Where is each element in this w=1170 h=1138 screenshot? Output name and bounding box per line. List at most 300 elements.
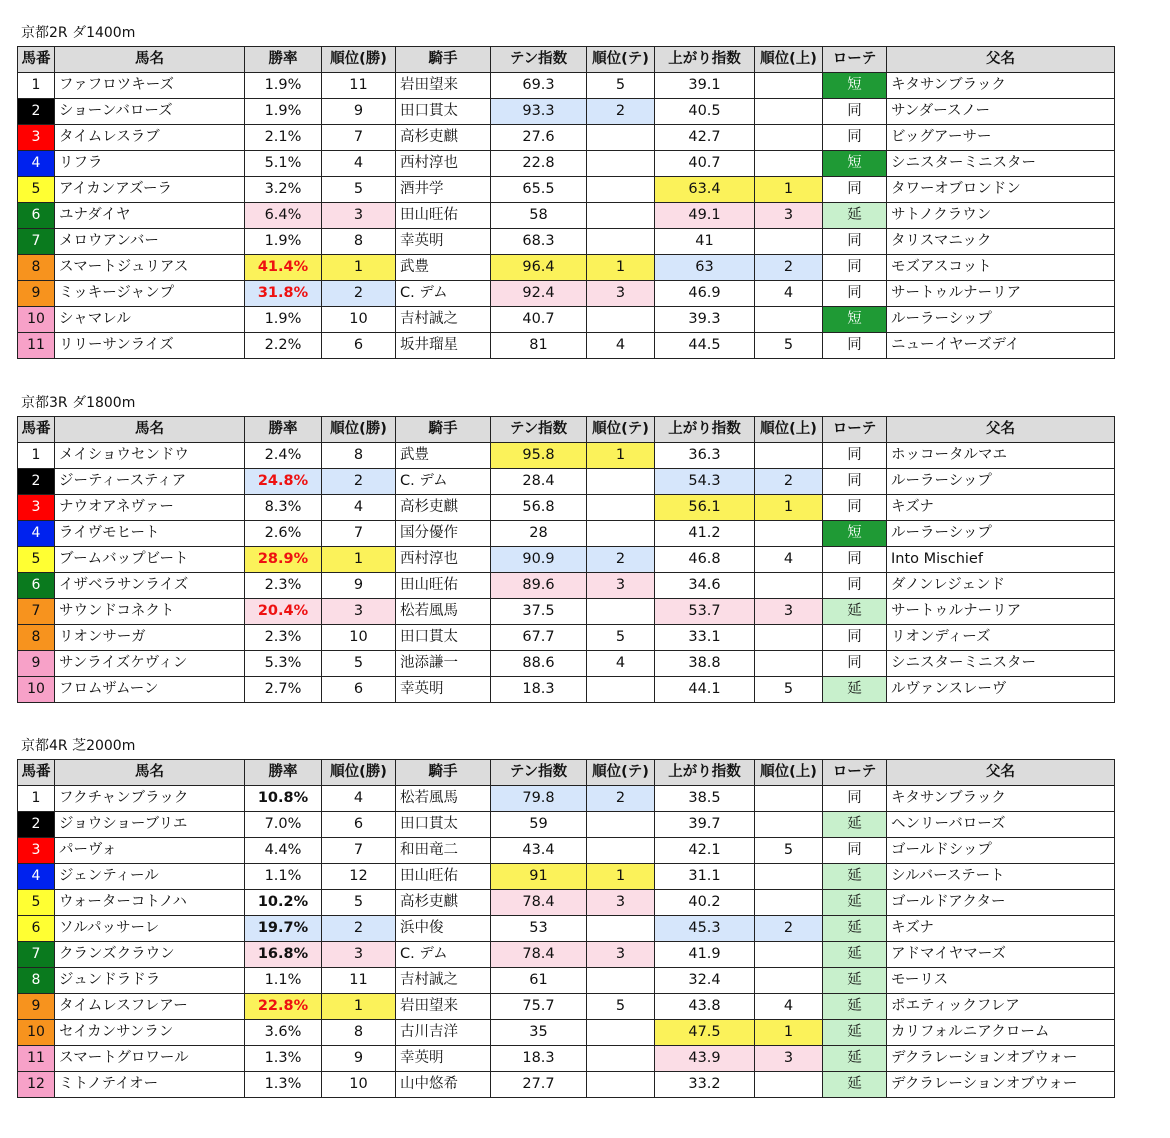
agari-rank-cell: 1 [755, 1020, 823, 1046]
ten-rank-cell: 2 [587, 547, 655, 573]
column-header: 順位(上) [755, 417, 823, 443]
win-rank-cell: 11 [322, 968, 396, 994]
sire-name-cell: デクラレーションオブウォー [887, 1072, 1115, 1098]
win-rank-cell: 2 [322, 469, 396, 495]
agari-index-cell: 40.2 [655, 890, 755, 916]
agari-rank-cell [755, 812, 823, 838]
ten-rank-cell [587, 203, 655, 229]
agari-index-cell: 46.9 [655, 281, 755, 307]
sire-name-cell: シニスターミニスター [887, 151, 1115, 177]
column-header: 上がり指数 [655, 47, 755, 73]
table-row [18, 573, 1115, 599]
race-table [17, 759, 1115, 1098]
sire-name-cell: ポエティックフレア [887, 994, 1115, 1020]
ten-rank-cell [587, 812, 655, 838]
race-title: 京都3R ダ1800m [21, 395, 136, 411]
ten-rank-cell: 5 [587, 625, 655, 651]
ten-index-cell: 92.4 [491, 281, 587, 307]
column-header: 順位(テ) [587, 417, 655, 443]
agari-rank-cell: 1 [755, 495, 823, 521]
win-rate-cell: 2.4% [245, 443, 322, 469]
jockey-cell: 山中悠希 [396, 1072, 491, 1098]
horse-name-cell: セイカンサンラン [55, 1020, 245, 1046]
ten-index-cell: 93.3 [491, 99, 587, 125]
win-rank-cell: 3 [322, 942, 396, 968]
table-row [18, 942, 1115, 968]
horse-name-cell: サウンドコネクト [55, 599, 245, 625]
jockey-cell: 和田竜二 [396, 838, 491, 864]
horse-name-cell: スマートジュリアス [55, 255, 245, 281]
agari-rank-cell: 2 [755, 469, 823, 495]
sire-name-cell: ゴールドアクター [887, 890, 1115, 916]
horse-name-cell: ジーティースティア [55, 469, 245, 495]
table-row [18, 1020, 1115, 1046]
win-rate-cell: 5.3% [245, 651, 322, 677]
ten-index-cell: 78.4 [491, 942, 587, 968]
win-rate-cell: 41.4% [245, 255, 322, 281]
ten-index-cell: 59 [491, 812, 587, 838]
ten-index-cell: 18.3 [491, 1046, 587, 1072]
win-rank-cell: 6 [322, 677, 396, 703]
agari-rank-cell [755, 151, 823, 177]
sire-name-cell: ニューイヤーズデイ [887, 333, 1115, 359]
ten-index-cell: 43.4 [491, 838, 587, 864]
win-rank-cell: 2 [322, 281, 396, 307]
sire-name-cell: ルーラーシップ [887, 521, 1115, 547]
horse-name-cell: パーヴォ [55, 838, 245, 864]
win-rank-cell: 5 [322, 177, 396, 203]
agari-index-cell: 39.7 [655, 812, 755, 838]
win-rank-cell: 9 [322, 573, 396, 599]
agari-rank-cell [755, 573, 823, 599]
win-rate-cell: 10.2% [245, 890, 322, 916]
win-rate-cell: 16.8% [245, 942, 322, 968]
ten-rank-cell: 5 [587, 994, 655, 1020]
ten-rank-cell [587, 469, 655, 495]
jockey-cell: 高杉吏麒 [396, 890, 491, 916]
agari-index-cell: 39.1 [655, 73, 755, 99]
sire-name-cell: サンダースノー [887, 99, 1115, 125]
ten-rank-cell: 5 [587, 73, 655, 99]
agari-rank-cell [755, 625, 823, 651]
agari-rank-cell: 5 [755, 677, 823, 703]
rotation-cell: 延 [823, 942, 887, 968]
ten-rank-cell: 3 [587, 281, 655, 307]
win-rank-cell: 7 [322, 838, 396, 864]
sire-name-cell: タワーオブロンドン [887, 177, 1115, 203]
ten-rank-cell: 3 [587, 573, 655, 599]
win-rank-cell: 4 [322, 786, 396, 812]
rotation-cell: 延 [823, 677, 887, 703]
horse-number-cell: 8 [18, 255, 55, 281]
table-row [18, 1072, 1115, 1098]
rotation-cell: 延 [823, 599, 887, 625]
table-row [18, 677, 1115, 703]
ten-rank-cell [587, 968, 655, 994]
agari-rank-cell [755, 786, 823, 812]
jockey-cell: 武豊 [396, 443, 491, 469]
header-row [18, 760, 1115, 786]
rotation-cell: 延 [823, 890, 887, 916]
rotation-cell: 延 [823, 968, 887, 994]
agari-index-cell: 44.5 [655, 333, 755, 359]
table-row [18, 968, 1115, 994]
win-rank-cell: 2 [322, 916, 396, 942]
win-rate-cell: 1.3% [245, 1072, 322, 1098]
ten-index-cell: 18.3 [491, 677, 587, 703]
horse-number-cell: 7 [18, 229, 55, 255]
win-rate-cell: 6.4% [245, 203, 322, 229]
rotation-cell: 同 [823, 281, 887, 307]
sire-name-cell: ゴールドシップ [887, 838, 1115, 864]
ten-rank-cell: 2 [587, 99, 655, 125]
agari-index-cell: 31.1 [655, 864, 755, 890]
win-rate-cell: 3.6% [245, 1020, 322, 1046]
win-rate-cell: 2.2% [245, 333, 322, 359]
column-header: 順位(勝) [322, 760, 396, 786]
jockey-cell: 松若風馬 [396, 786, 491, 812]
ten-rank-cell [587, 916, 655, 942]
horse-number-cell: 2 [18, 469, 55, 495]
table-row [18, 625, 1115, 651]
rotation-cell: 同 [823, 838, 887, 864]
agari-rank-cell: 2 [755, 255, 823, 281]
ten-index-cell: 65.5 [491, 177, 587, 203]
table-row [18, 521, 1115, 547]
jockey-cell: 田口貫太 [396, 99, 491, 125]
agari-rank-cell [755, 864, 823, 890]
table-row [18, 890, 1115, 916]
ten-index-cell: 37.5 [491, 599, 587, 625]
horse-number-cell: 2 [18, 812, 55, 838]
column-header: 上がり指数 [655, 417, 755, 443]
horse-name-cell: リリーサンライズ [55, 333, 245, 359]
ten-rank-cell [587, 1072, 655, 1098]
win-rate-cell: 19.7% [245, 916, 322, 942]
agari-rank-cell: 3 [755, 599, 823, 625]
win-rate-cell: 22.8% [245, 994, 322, 1020]
ten-rank-cell [587, 229, 655, 255]
jockey-cell: 吉村誠之 [396, 307, 491, 333]
win-rate-cell: 8.3% [245, 495, 322, 521]
horse-name-cell: クランズクラウン [55, 942, 245, 968]
horse-number-cell: 10 [18, 307, 55, 333]
agari-rank-cell: 2 [755, 916, 823, 942]
horse-name-cell: フロムザムーン [55, 677, 245, 703]
table-row [18, 281, 1115, 307]
rotation-cell: 同 [823, 99, 887, 125]
horse-name-cell: スマートグロワール [55, 1046, 245, 1072]
agari-index-cell: 63.4 [655, 177, 755, 203]
column-header: テン指数 [491, 47, 587, 73]
jockey-cell: 高杉吏麒 [396, 125, 491, 151]
horse-number-cell: 8 [18, 968, 55, 994]
agari-rank-cell [755, 443, 823, 469]
rotation-cell: 同 [823, 125, 887, 151]
jockey-cell: 国分優作 [396, 521, 491, 547]
agari-rank-cell [755, 125, 823, 151]
sire-name-cell: モーリス [887, 968, 1115, 994]
table-row [18, 547, 1115, 573]
rotation-cell: 延 [823, 812, 887, 838]
ten-rank-cell [587, 1046, 655, 1072]
ten-rank-cell: 4 [587, 333, 655, 359]
agari-index-cell: 41.9 [655, 942, 755, 968]
column-header: 勝率 [245, 760, 322, 786]
win-rank-cell: 3 [322, 203, 396, 229]
agari-index-cell: 46.8 [655, 547, 755, 573]
agari-rank-cell [755, 521, 823, 547]
agari-index-cell: 47.5 [655, 1020, 755, 1046]
win-rate-cell: 24.8% [245, 469, 322, 495]
horse-name-cell: ユナダイヤ [55, 203, 245, 229]
jockey-cell: 幸英明 [396, 229, 491, 255]
win-rate-cell: 31.8% [245, 281, 322, 307]
agari-index-cell: 33.2 [655, 1072, 755, 1098]
ten-rank-cell: 1 [587, 255, 655, 281]
agari-rank-cell [755, 1072, 823, 1098]
sire-name-cell: サトノクラウン [887, 203, 1115, 229]
table-row [18, 812, 1115, 838]
table-row [18, 495, 1115, 521]
sire-name-cell: ルーラーシップ [887, 307, 1115, 333]
column-header: 上がり指数 [655, 760, 755, 786]
horse-number-cell: 11 [18, 1046, 55, 1072]
table-row [18, 443, 1115, 469]
column-header: 馬番 [18, 417, 55, 443]
sire-name-cell: ルヴァンスレーヴ [887, 677, 1115, 703]
column-header: 馬名 [55, 47, 245, 73]
jockey-cell: 池添謙一 [396, 651, 491, 677]
column-header: ローテ [823, 417, 887, 443]
jockey-cell: 田山旺佑 [396, 864, 491, 890]
rotation-cell: 同 [823, 333, 887, 359]
win-rate-cell: 7.0% [245, 812, 322, 838]
ten-rank-cell: 3 [587, 890, 655, 916]
agari-rank-cell [755, 307, 823, 333]
agari-index-cell: 34.6 [655, 573, 755, 599]
horse-number-cell: 3 [18, 838, 55, 864]
table-row [18, 864, 1115, 890]
agari-index-cell: 42.7 [655, 125, 755, 151]
horse-name-cell: ジェンティール [55, 864, 245, 890]
table-row [18, 203, 1115, 229]
rotation-cell: 同 [823, 573, 887, 599]
sire-name-cell: キズナ [887, 916, 1115, 942]
win-rate-cell: 2.1% [245, 125, 322, 151]
jockey-cell: 田口貫太 [396, 625, 491, 651]
column-header: 順位(勝) [322, 47, 396, 73]
sire-name-cell: デクラレーションオブウォー [887, 1046, 1115, 1072]
column-header: 勝率 [245, 47, 322, 73]
horse-name-cell: ジョウショーブリエ [55, 812, 245, 838]
win-rank-cell: 1 [322, 255, 396, 281]
horse-name-cell: イザベラサンライズ [55, 573, 245, 599]
table-row [18, 333, 1115, 359]
ten-index-cell: 96.4 [491, 255, 587, 281]
ten-index-cell: 79.8 [491, 786, 587, 812]
win-rank-cell: 8 [322, 229, 396, 255]
ten-rank-cell [587, 495, 655, 521]
horse-name-cell: ウォーターコトノハ [55, 890, 245, 916]
header-row [18, 47, 1115, 73]
agari-rank-cell [755, 99, 823, 125]
rotation-cell: 同 [823, 469, 887, 495]
rotation-cell: 同 [823, 786, 887, 812]
rotation-cell: 延 [823, 1072, 887, 1098]
agari-index-cell: 38.5 [655, 786, 755, 812]
ten-index-cell: 68.3 [491, 229, 587, 255]
agari-rank-cell [755, 651, 823, 677]
agari-index-cell: 33.1 [655, 625, 755, 651]
column-header: 父名 [887, 47, 1115, 73]
ten-rank-cell: 4 [587, 651, 655, 677]
ten-index-cell: 27.7 [491, 1072, 587, 1098]
race-title: 京都2R ダ1400m [21, 25, 136, 41]
column-header: テン指数 [491, 417, 587, 443]
jockey-cell: 幸英明 [396, 1046, 491, 1072]
sire-name-cell: ホッコータルマエ [887, 443, 1115, 469]
win-rank-cell: 8 [322, 1020, 396, 1046]
horse-number-cell: 1 [18, 786, 55, 812]
agari-index-cell: 42.1 [655, 838, 755, 864]
ten-index-cell: 53 [491, 916, 587, 942]
agari-index-cell: 63 [655, 255, 755, 281]
win-rank-cell: 11 [322, 73, 396, 99]
table-row [18, 177, 1115, 203]
sire-name-cell: キタサンブラック [887, 73, 1115, 99]
rotation-cell: 延 [823, 916, 887, 942]
horse-number-cell: 9 [18, 651, 55, 677]
ten-index-cell: 90.9 [491, 547, 587, 573]
agari-index-cell: 49.1 [655, 203, 755, 229]
horse-number-cell: 1 [18, 443, 55, 469]
table-row [18, 651, 1115, 677]
horse-name-cell: メロウアンバー [55, 229, 245, 255]
horse-name-cell: ソルパッサーレ [55, 916, 245, 942]
win-rate-cell: 2.3% [245, 573, 322, 599]
rotation-cell: 延 [823, 864, 887, 890]
jockey-cell: 坂井瑠星 [396, 333, 491, 359]
agari-rank-cell: 4 [755, 281, 823, 307]
horse-name-cell: アイカンアズーラ [55, 177, 245, 203]
win-rate-cell: 20.4% [245, 599, 322, 625]
win-rank-cell: 5 [322, 890, 396, 916]
table-row [18, 73, 1115, 99]
agari-index-cell: 56.1 [655, 495, 755, 521]
win-rank-cell: 10 [322, 625, 396, 651]
win-rank-cell: 9 [322, 1046, 396, 1072]
agari-index-cell: 32.4 [655, 968, 755, 994]
agari-index-cell: 38.8 [655, 651, 755, 677]
table-row [18, 151, 1115, 177]
win-rate-cell: 2.3% [245, 625, 322, 651]
win-rate-cell: 1.3% [245, 1046, 322, 1072]
sire-name-cell: シニスターミニスター [887, 651, 1115, 677]
column-header: 馬名 [55, 417, 245, 443]
jockey-cell: 幸英明 [396, 677, 491, 703]
rotation-cell: 同 [823, 651, 887, 677]
agari-rank-cell: 3 [755, 1046, 823, 1072]
ten-rank-cell [587, 521, 655, 547]
horse-name-cell: ファフロツキーズ [55, 73, 245, 99]
ten-index-cell: 67.7 [491, 625, 587, 651]
win-rank-cell: 7 [322, 125, 396, 151]
agari-index-cell: 44.1 [655, 677, 755, 703]
win-rank-cell: 9 [322, 99, 396, 125]
ten-rank-cell: 1 [587, 864, 655, 890]
agari-index-cell: 40.7 [655, 151, 755, 177]
horse-number-cell: 5 [18, 177, 55, 203]
horse-number-cell: 6 [18, 203, 55, 229]
ten-rank-cell: 3 [587, 942, 655, 968]
ten-index-cell: 78.4 [491, 890, 587, 916]
ten-index-cell: 35 [491, 1020, 587, 1046]
horse-number-cell: 10 [18, 1020, 55, 1046]
horse-number-cell: 9 [18, 994, 55, 1020]
horse-number-cell: 2 [18, 99, 55, 125]
agari-rank-cell: 1 [755, 177, 823, 203]
table-row [18, 994, 1115, 1020]
horse-name-cell: ミトノテイオー [55, 1072, 245, 1098]
sire-name-cell: ダノンレジェンド [887, 573, 1115, 599]
jockey-cell: C. デム [396, 469, 491, 495]
rotation-cell: 短 [823, 151, 887, 177]
rotation-cell: 同 [823, 495, 887, 521]
agari-index-cell: 41.2 [655, 521, 755, 547]
jockey-cell: 田山旺佑 [396, 203, 491, 229]
rotation-cell: 同 [823, 177, 887, 203]
jockey-cell: 武豊 [396, 255, 491, 281]
win-rate-cell: 2.6% [245, 521, 322, 547]
agari-index-cell: 43.8 [655, 994, 755, 1020]
horse-number-cell: 10 [18, 677, 55, 703]
race-table [17, 46, 1115, 359]
rotation-cell: 同 [823, 443, 887, 469]
horse-number-cell: 3 [18, 125, 55, 151]
agari-index-cell: 45.3 [655, 916, 755, 942]
ten-rank-cell [587, 125, 655, 151]
column-header: ローテ [823, 47, 887, 73]
horse-number-cell: 3 [18, 495, 55, 521]
ten-index-cell: 91 [491, 864, 587, 890]
table-row [18, 99, 1115, 125]
rotation-cell: 延 [823, 1020, 887, 1046]
agari-rank-cell: 4 [755, 547, 823, 573]
sire-name-cell: アドマイヤマーズ [887, 942, 1115, 968]
ten-index-cell: 40.7 [491, 307, 587, 333]
ten-index-cell: 88.6 [491, 651, 587, 677]
column-header: 順位(テ) [587, 47, 655, 73]
table-row [18, 229, 1115, 255]
horse-name-cell: サンライズケヴィン [55, 651, 245, 677]
ten-index-cell: 28.4 [491, 469, 587, 495]
win-rank-cell: 7 [322, 521, 396, 547]
horse-name-cell: リオンサーガ [55, 625, 245, 651]
horse-name-cell: タイムレスフレアー [55, 994, 245, 1020]
horse-number-cell: 4 [18, 151, 55, 177]
rotation-cell: 短 [823, 521, 887, 547]
horse-number-cell: 7 [18, 942, 55, 968]
sire-name-cell: Into Mischief [887, 547, 1115, 573]
horse-name-cell: シャマレル [55, 307, 245, 333]
win-rate-cell: 5.1% [245, 151, 322, 177]
column-header: 父名 [887, 417, 1115, 443]
table-row [18, 916, 1115, 942]
column-header: 順位(勝) [322, 417, 396, 443]
ten-rank-cell [587, 151, 655, 177]
win-rate-cell: 2.7% [245, 677, 322, 703]
